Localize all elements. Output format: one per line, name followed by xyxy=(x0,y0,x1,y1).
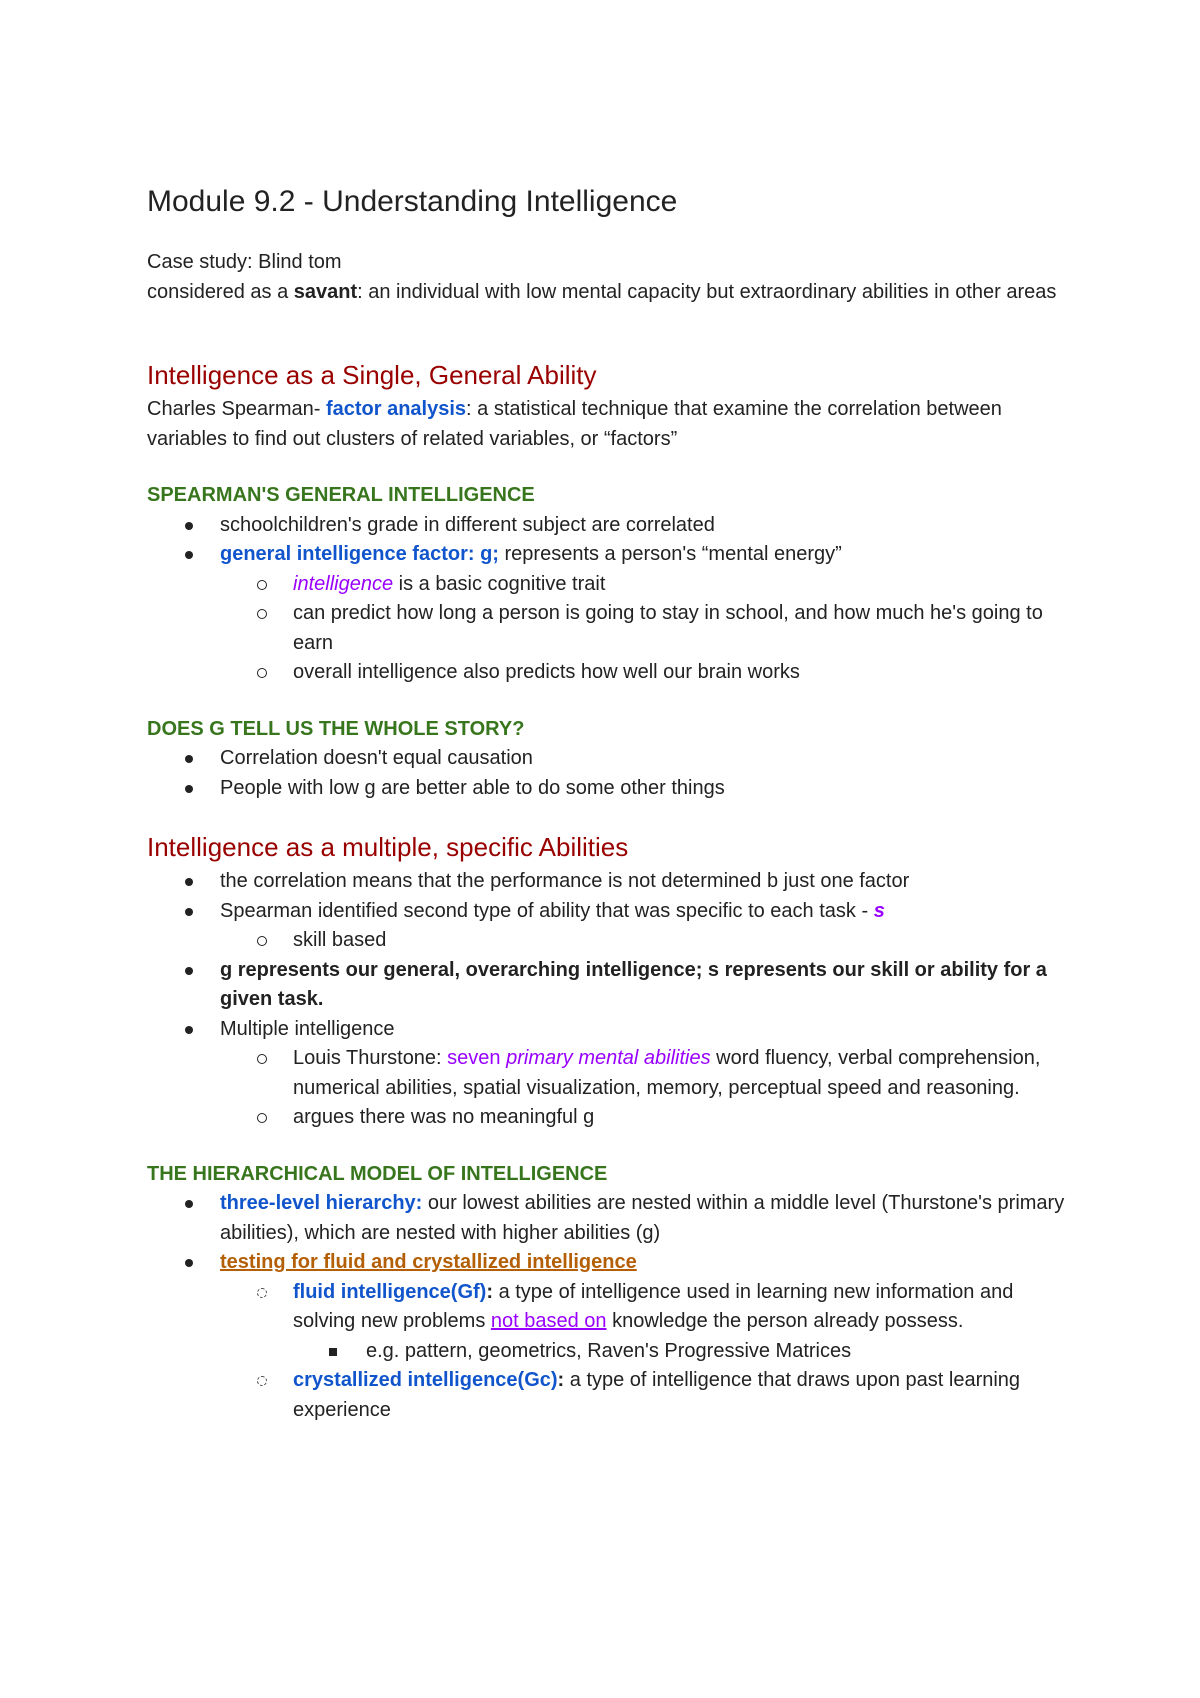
g-factor-term: general intelligence factor: g; xyxy=(220,543,499,565)
list-item xyxy=(147,599,1067,658)
list-item xyxy=(147,1366,1067,1425)
subheading-spearman: SPEARMAN'S GENERAL INTELLIGENCE xyxy=(147,484,535,506)
page-title: Module 9.2 - Understanding Intelligence xyxy=(147,185,678,218)
text-run: word fluency, verbal comprehension, numerical abilities, spatial visualization, memory, perceptual speed and reasoning. xyxy=(293,1047,1041,1099)
fluid-crystallized-heading: testing for fluid and crystallized intelligence xyxy=(220,1251,637,1273)
section-heading-single-ability: Intelligence as a Single, General Ability xyxy=(147,360,597,390)
list-item xyxy=(147,1248,1067,1278)
circle-bullet-icon xyxy=(257,580,267,590)
text-run: is a basic cognitive trait xyxy=(393,572,606,595)
list-item xyxy=(147,1189,1067,1248)
case-study-line: Case study: Blind tom xyxy=(147,251,342,273)
text-run: People with low g are better able to do some other things xyxy=(220,776,725,799)
multiple-abilities-list xyxy=(147,867,1067,1133)
whole-story-list xyxy=(147,744,1067,803)
text-run: g represents our general, overarching intelligence; s represents our skill or ability for a given task. xyxy=(220,958,1047,1010)
list-item xyxy=(147,744,1067,774)
circle-bullet-icon xyxy=(257,936,267,946)
hierarchical-list xyxy=(147,1189,1067,1425)
list-item xyxy=(147,570,1067,600)
text-run: Charles Spearman- xyxy=(147,398,326,420)
square-bullet-icon xyxy=(329,1348,337,1356)
text-run: knowledge the person already possess. xyxy=(606,1310,964,1332)
bullet-icon xyxy=(185,967,193,975)
circle-bullet-icon xyxy=(257,609,267,619)
text-run: represents a person's “mental energy” xyxy=(498,543,842,565)
list-item xyxy=(147,897,1067,927)
bullet-icon xyxy=(185,908,193,916)
list-item xyxy=(147,658,1067,688)
list-item xyxy=(147,1015,1067,1045)
seven-term: seven xyxy=(447,1047,507,1069)
subheading-whole-story: DOES G TELL US THE WHOLE STORY? xyxy=(147,717,525,740)
text-run: : an individual with low mental capacity but extraordinary abilities in other areas xyxy=(357,280,1057,303)
not-based-on-text: not based on xyxy=(490,1310,607,1332)
list-item xyxy=(147,540,1067,570)
factor-analysis-term: factor analysis xyxy=(325,398,467,420)
list-item xyxy=(147,1337,1067,1367)
bullet-icon xyxy=(185,522,193,530)
circle-bullet-icon xyxy=(257,1054,267,1064)
text-run: : a statistical technique that examine the correlation between variables to find out clusters of related variables, or “factors” xyxy=(147,398,1002,450)
intelligence-term: intelligence xyxy=(293,572,394,595)
text-run: skill based xyxy=(293,929,387,951)
text-run: a type of intelligence that draws upon past learning experience xyxy=(293,1369,1021,1421)
text-run: Spearman identified second type of ability that was specific to each task - xyxy=(220,899,874,922)
primary-abilities-term: primary mental abilities xyxy=(506,1047,711,1069)
text-run: schoolchildren's grade in different subject are correlated xyxy=(220,513,715,536)
list-item xyxy=(147,926,1067,956)
text-run: considered as a xyxy=(147,280,294,303)
bullet-icon xyxy=(185,551,193,559)
savant-term: savant xyxy=(293,280,358,303)
text-run: Louis Thurstone: xyxy=(293,1047,448,1069)
text-run: e.g. pattern, geometrics, Raven's Progressive Matrices xyxy=(366,1339,852,1362)
bullet-icon xyxy=(185,1026,193,1034)
circle-bullet-icon xyxy=(257,668,267,678)
section-heading-multiple-abilities: Intelligence as a multiple, specific Abilities xyxy=(147,832,629,862)
list-item xyxy=(147,1044,1067,1103)
list-item xyxy=(147,1103,1067,1133)
text-run: argues there was no meaningful g xyxy=(293,1106,595,1128)
spearman-paragraph xyxy=(147,395,1067,454)
circle-bullet-icon xyxy=(257,1113,267,1123)
bullet-icon xyxy=(185,1200,193,1208)
bullet-icon xyxy=(185,755,193,763)
bullet-icon xyxy=(185,878,193,886)
s-term: s xyxy=(873,899,885,922)
dashed-circle-bullet-icon xyxy=(257,1288,267,1298)
gf-term: fluid intelligence(Gf) xyxy=(293,1280,487,1303)
list-item xyxy=(147,956,1067,1015)
text-run: : xyxy=(486,1280,494,1303)
text-run: our lowest abilities are nested within a middle level (Thurstone's primary abilities), which are nested with higher abilities (g) xyxy=(220,1192,1065,1244)
list-item xyxy=(147,1278,1067,1337)
hierarchy-term: three-level hierarchy: xyxy=(220,1192,423,1214)
list-item xyxy=(147,774,1067,804)
bullet-icon xyxy=(185,785,193,793)
document-page xyxy=(147,180,1067,1425)
list-item xyxy=(147,511,1067,541)
text-run: a type of intelligence used in learning new information and solving new problems xyxy=(293,1280,1014,1332)
subheading-hierarchical: THE HIERARCHICAL MODEL OF INTELLIGENCE xyxy=(147,1162,608,1185)
text-run: : xyxy=(557,1369,565,1391)
text-run: can predict how long a person is going to stay in school, and how much he's going to earn xyxy=(293,602,1043,654)
text-run: the correlation means that the performance is not determined b just one factor xyxy=(220,870,910,892)
list-item xyxy=(147,867,1067,897)
text-run: overall intelligence also predicts how well our brain works xyxy=(293,661,800,683)
text-run: Correlation doesn't equal causation xyxy=(220,747,533,769)
dashed-circle-bullet-icon xyxy=(257,1376,267,1386)
gc-term: crystallized intelligence(Gc) xyxy=(293,1369,558,1391)
spearman-list xyxy=(147,511,1067,688)
bullet-icon xyxy=(185,1259,193,1267)
savant-definition xyxy=(147,278,1067,308)
text-run: Multiple intelligence xyxy=(220,1017,395,1040)
